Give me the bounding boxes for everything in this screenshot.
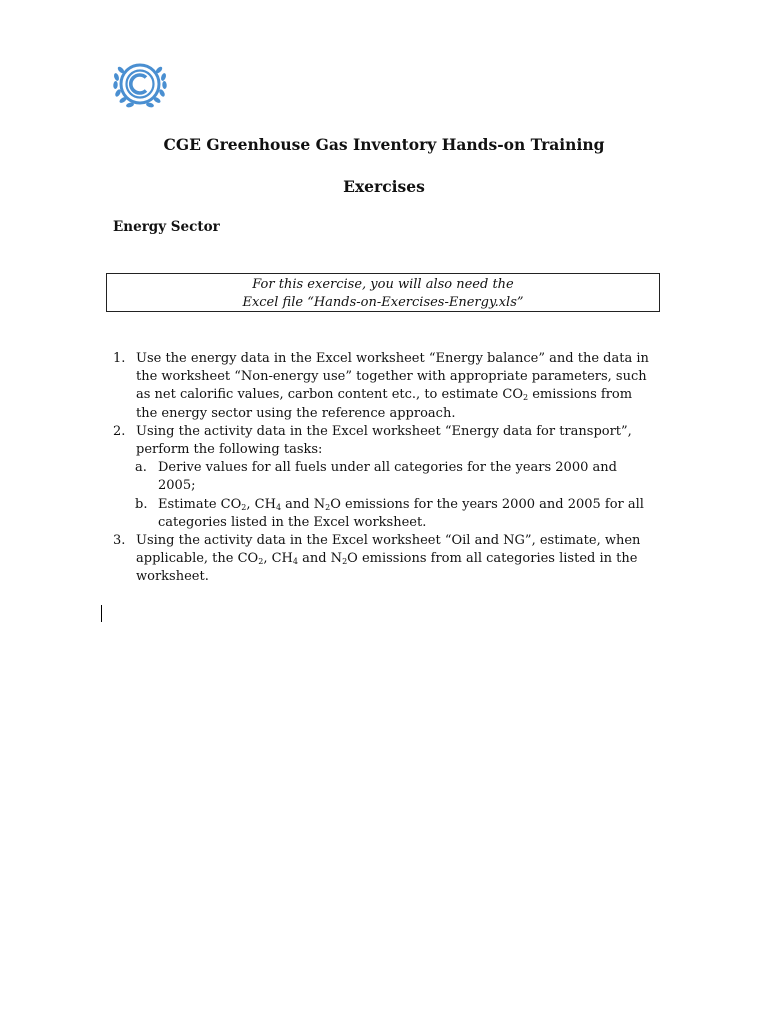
sub-list-item-text: , CH — [246, 496, 276, 512]
subscript: 2 — [241, 502, 247, 512]
document-title: CGE Greenhouse Gas Inventory Hands-on Training — [163, 135, 605, 154]
list-item-text: Using the activity data in the Excel worksheet “Energy data for transport”, perform the following tasks: — [136, 423, 632, 458]
list-item — [113, 423, 653, 459]
unfccc-logo-icon — [111, 59, 169, 111]
sub-list-item-letter: a. — [135, 460, 147, 476]
list-item-number: 2. — [113, 423, 126, 439]
note-line-1: For this exercise, you will also need the — [252, 277, 514, 292]
list-item-text: and N — [297, 551, 343, 567]
subscript: 4 — [292, 557, 298, 567]
list-item-text: emissions from the energy sector using the reference approach. — [136, 387, 633, 421]
subscript: 2 — [325, 502, 331, 512]
sub-list-item — [113, 496, 653, 532]
list-item-text: , CH — [263, 551, 293, 567]
subscript: 4 — [275, 502, 282, 512]
list-item-text: O emissions from all categories listed in the worksheet. — [136, 551, 638, 585]
exercise-list — [113, 350, 653, 587]
note-box — [106, 273, 660, 312]
sub-list-item-text: Estimate CO — [158, 496, 242, 512]
subscript: 2 — [342, 557, 348, 567]
list-item-number: 1. — [113, 351, 126, 366]
sub-list-item-text: and N — [281, 496, 326, 512]
sub-list-item-letter: b. — [135, 496, 148, 512]
sub-list-item-text: O emissions for the years 2000 and 2005 for all categories listed in the Excel worksheet. — [158, 496, 644, 530]
list-item-text: Using the activity data in the Excel worksheet “Oil and NG”, estimate, when applicable, the CO — [136, 533, 641, 567]
text-cursor — [101, 605, 102, 622]
subscript: 2 — [523, 393, 529, 403]
section-heading: Energy Sector — [113, 219, 220, 235]
subscript: 2 — [258, 557, 264, 567]
list-item-number: 3. — [113, 533, 126, 549]
document-subtitle: Exercises — [343, 177, 425, 196]
list-item — [113, 532, 653, 587]
sub-list-item-text: Derive values for all fuels under all categories for the years 2000 and 2005; — [158, 460, 617, 494]
note-line-2: Excel file “Hands-on-Exercises-Energy.xls” — [242, 295, 524, 310]
sub-list-item — [113, 459, 653, 495]
list-item-text: Use the energy data in the Excel worksheet “Energy balance” and the data in the worksheet “Non-energy use” together with appropriate parameters, such as net calorific values, carbon content etc., to estimate CO — [136, 351, 649, 403]
list-item — [113, 350, 653, 423]
